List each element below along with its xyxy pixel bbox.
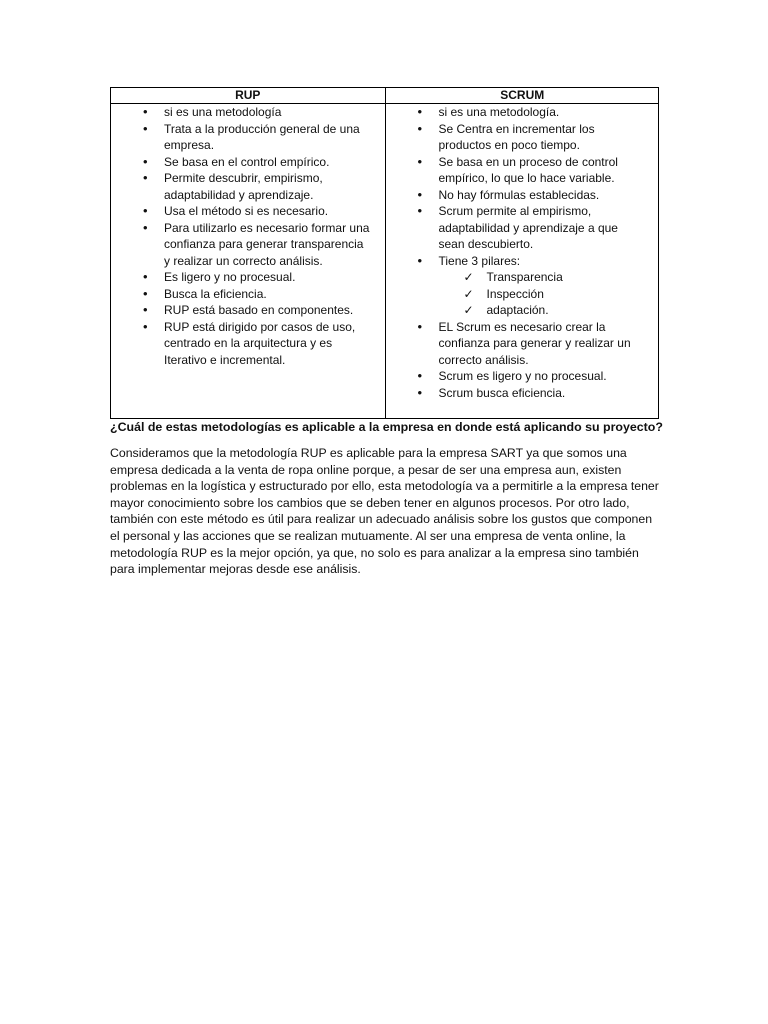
list-item: • No hay fórmulas establecidas. xyxy=(386,187,659,204)
list-item: • Busca la eficiencia. xyxy=(111,286,385,303)
scrum-column xyxy=(385,104,659,418)
list-item: • Trata a la producción general de una empresa. xyxy=(111,121,385,154)
list-item: • si es una metodología xyxy=(111,104,385,121)
answer-paragraph: Consideramos que la metodología RUP es aplicable para la empresa SART ya que somos una empresa dedicada a la venta de ropa online porque, a pesar de ser una empresa aun, existen problemas en la logística y estructurado por ello, esta metodología va a permitirle a la empresa tener mayor conocimiento sobre los cambios que se deben tener en algunos procesos. Por otro lado, también con este método es útil para realizar un adecuado análisis sobre los gustos que componen el personal y las acciones que se realizan mutuamente. Al ser una empresa de venta online, la metodología RUP es la mejor opción, ya que, no solo es para analizar a la empresa sino también para implementar mejoras desde ese análisis. xyxy=(110,446,659,577)
list-item: • Es ligero y no procesual. xyxy=(111,269,385,286)
list-item: • Para utilizarlo es necesario formar una confianza para generar transparencia y realizar un correcto análisis. xyxy=(111,220,385,270)
question-heading: ¿Cuál de estas metodologías es aplicable a la empresa en donde está aplicando su proyecto? xyxy=(110,420,663,434)
table-header-row xyxy=(111,88,658,104)
rup-column xyxy=(111,104,385,418)
list-item: • Se Centra en incrementar los productos en poco tiempo. xyxy=(386,121,659,154)
list-item: • Se basa en un proceso de control empírico, lo que lo hace variable. xyxy=(386,154,659,187)
scrum-list xyxy=(386,104,659,269)
list-item: • Scrum busca eficiencia. xyxy=(386,385,659,402)
scrum-list-continued xyxy=(386,319,659,402)
pillar-item: ✓ adaptación. xyxy=(386,302,659,319)
list-item: • Permite descubrir, empirismo, adaptabilidad y aprendizaje. xyxy=(111,170,385,203)
pillar-item: ✓ Inspección xyxy=(386,286,659,303)
table-body-row xyxy=(111,104,658,418)
list-item: • Scrum es ligero y no procesual. xyxy=(386,368,659,385)
rup-list xyxy=(111,104,385,368)
list-item: • EL Scrum es necesario crear la confianza para generar y realizar un correcto análisis. xyxy=(386,319,659,369)
list-item: • si es una metodología. xyxy=(386,104,659,121)
pillar-item: ✓ Transparencia xyxy=(386,269,659,286)
list-item: • RUP está basado en componentes. xyxy=(111,302,385,319)
header-rup: RUP xyxy=(235,88,261,102)
list-item: • Se basa en el control empírico. xyxy=(111,154,385,171)
list-item: • RUP está dirigido por casos de uso, centrado en la arquitectura y es Iterativo e incremental. xyxy=(111,319,385,369)
header-scrum: SCRUM xyxy=(385,88,660,103)
list-item: • Scrum permite al empirismo, adaptabilidad y aprendizaje a que sean descubierto. xyxy=(386,203,659,253)
pillars-list xyxy=(386,269,659,319)
list-item: • Tiene 3 pilares: xyxy=(386,253,659,270)
comparison-table xyxy=(110,87,659,419)
list-item: • Usa el método si es necesario. xyxy=(111,203,385,220)
